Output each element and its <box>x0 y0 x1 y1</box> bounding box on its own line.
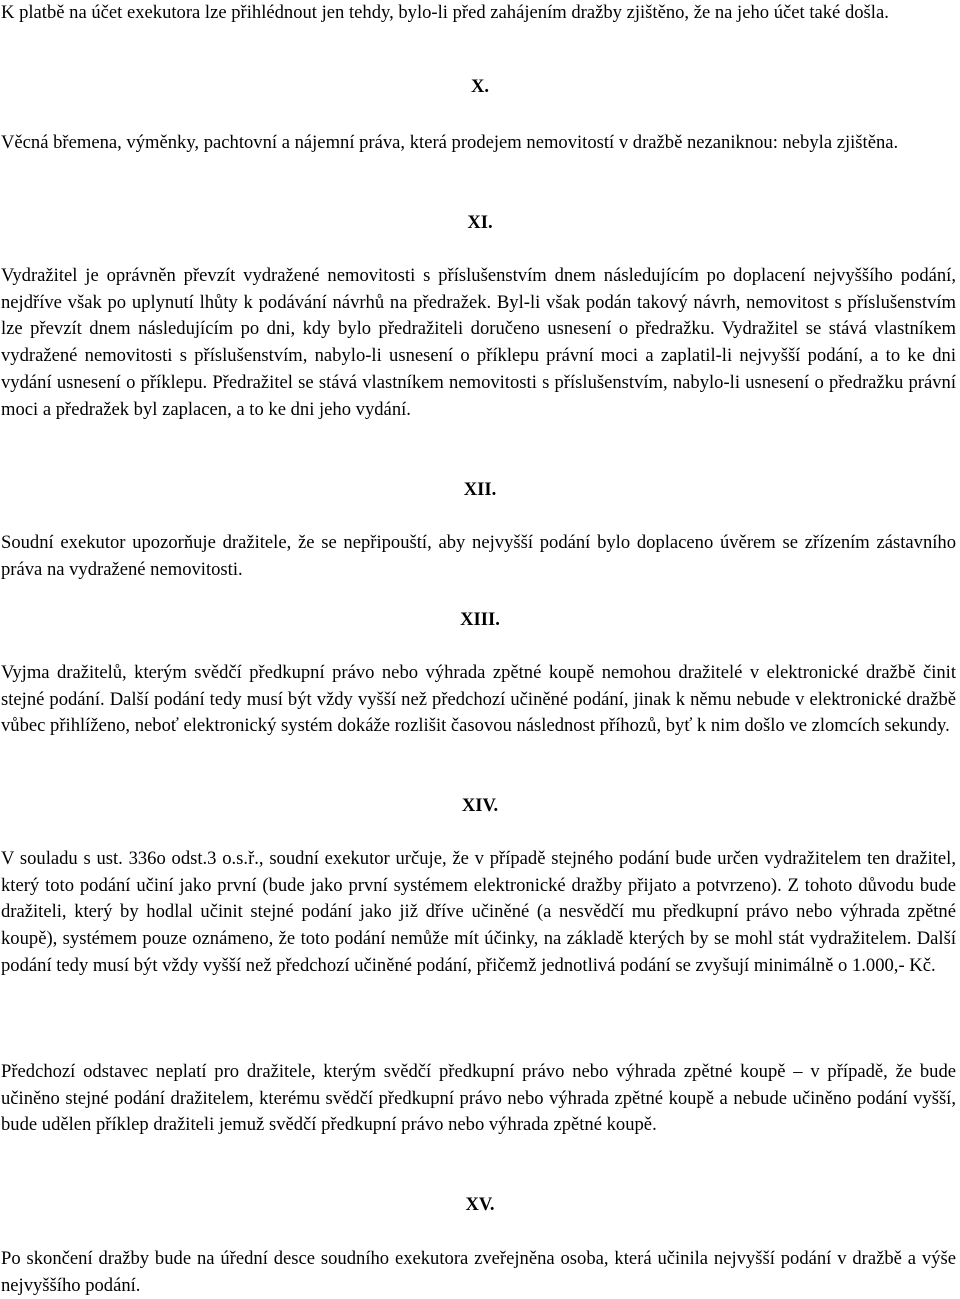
intro-paragraph: K platbě na účet exekutora lze přihlédnout jen tehdy, bylo-li před zahájením dražby zjištěno, že na jeho účet také došla. <box>1 2 889 23</box>
section-heading-xii: XII. <box>463 479 497 500</box>
section-xiv-paragraph-1: V souladu s ust. 336o odst.3 o.s.ř., soudní exekutor určuje, že v případě stejného podání bude určen vydražitelem ten dražitel, který toto podání učiní jako první (bude jako první systémem elektronické dražby přijato a potvrzeno). Z tohoto důvodu bude dražiteli, který by hodlal učinit stejné podání jako již dříve učiněné (a nesvědčí mu předkupní právo nebo výhrada zpětné koupě), systémem pouze oznámeno, že toto podání nemůže mít účinky, na základě kterých by se mohl stát vydražitelem. Další podání tedy musí být vždy vyšší než předchozí učiněné podání, přičemž jednotlivá podání se zvyšují minimálně o 1.000,- Kč. <box>1 848 956 976</box>
section-heading-xi: XI. <box>467 212 493 233</box>
section-x-paragraph: Věcná břemena, výměnky, pachtovní a nájemní práva, která prodejem nemovitostí v dražbě nezaniknou: nebyla zjištěna. <box>1 132 899 153</box>
section-heading-xiv: XIV. <box>461 795 499 816</box>
section-xi-paragraph: Vydražitel je oprávněn převzít vydražené nemovitosti s příslušenstvím dnem následujícím po doplacení nejvyššího podání, nejdříve však po uplynutí lhůty k podávání návrhů na předražek. Byl-li však podán takový návrh, nemovitost s příslušenstvím lze převzít dnem následujícím po dni, kdy bylo předražiteli doručeno usnesení o předražku. Vydražitel se stává vlastníkem vydražené nemovitosti s příslušenstvím, nabylo-li usnesení o příklepu právní moci a zaplatil-li nejvyšší podání, a to ke dni vydání usnesení o příklepu. Předražitel se stává vlastníkem nemovitosti s příslušenstvím, nabylo-li usnesení o předražku právní moci a předražek byl zaplacen, a to ke dni jeho vydání. <box>1 265 956 420</box>
section-xii-paragraph: Soudní exekutor upozorňuje dražitele, že se nepřipouští, aby nejvyšší podání bylo doplaceno úvěrem se zřízením zástavního práva na vydražené nemovitosti. <box>1 532 956 580</box>
section-heading-x: X. <box>470 76 490 97</box>
section-heading-xv: XV. <box>465 1194 495 1215</box>
section-xiv-paragraph-2: Předchozí odstavec neplatí pro dražitele, kterým svědčí předkupní právo nebo výhrada zpětné koupě – v případě, že bude učiněno stejné podání dražitelem, kterému svědčí předkupní právo nebo výhrada zpětné koupě a nebude učiněno podání vyšší, bude udělen příklep dražiteli jemuž svědčí předkupní právo nebo výhrada zpětné koupě. <box>1 1061 956 1136</box>
section-xv-paragraph: Po skončení dražby bude na úřední desce soudního exekutora zveřejněna osoba, která učinila nejvyšší podání v dražbě a výše nejvyššího podání. <box>1 1248 956 1296</box>
section-xiii-paragraph: Vyjma dražitelů, kterým svědčí předkupní právo nebo výhrada zpětné koupě nemohou dražitelé v elektronické dražbě činit stejné podání. Další podání tedy musí být vždy vyšší než předchozí učiněné podání, jinak k němu nebude v elektronické dražbě vůbec přihlíženo, neboť elektronický systém dokáže rozlišit časovou následnost příhozů, byť k nim došlo ve zlomcích sekundy. <box>1 662 956 737</box>
section-heading-xiii: XIII. <box>460 609 500 630</box>
